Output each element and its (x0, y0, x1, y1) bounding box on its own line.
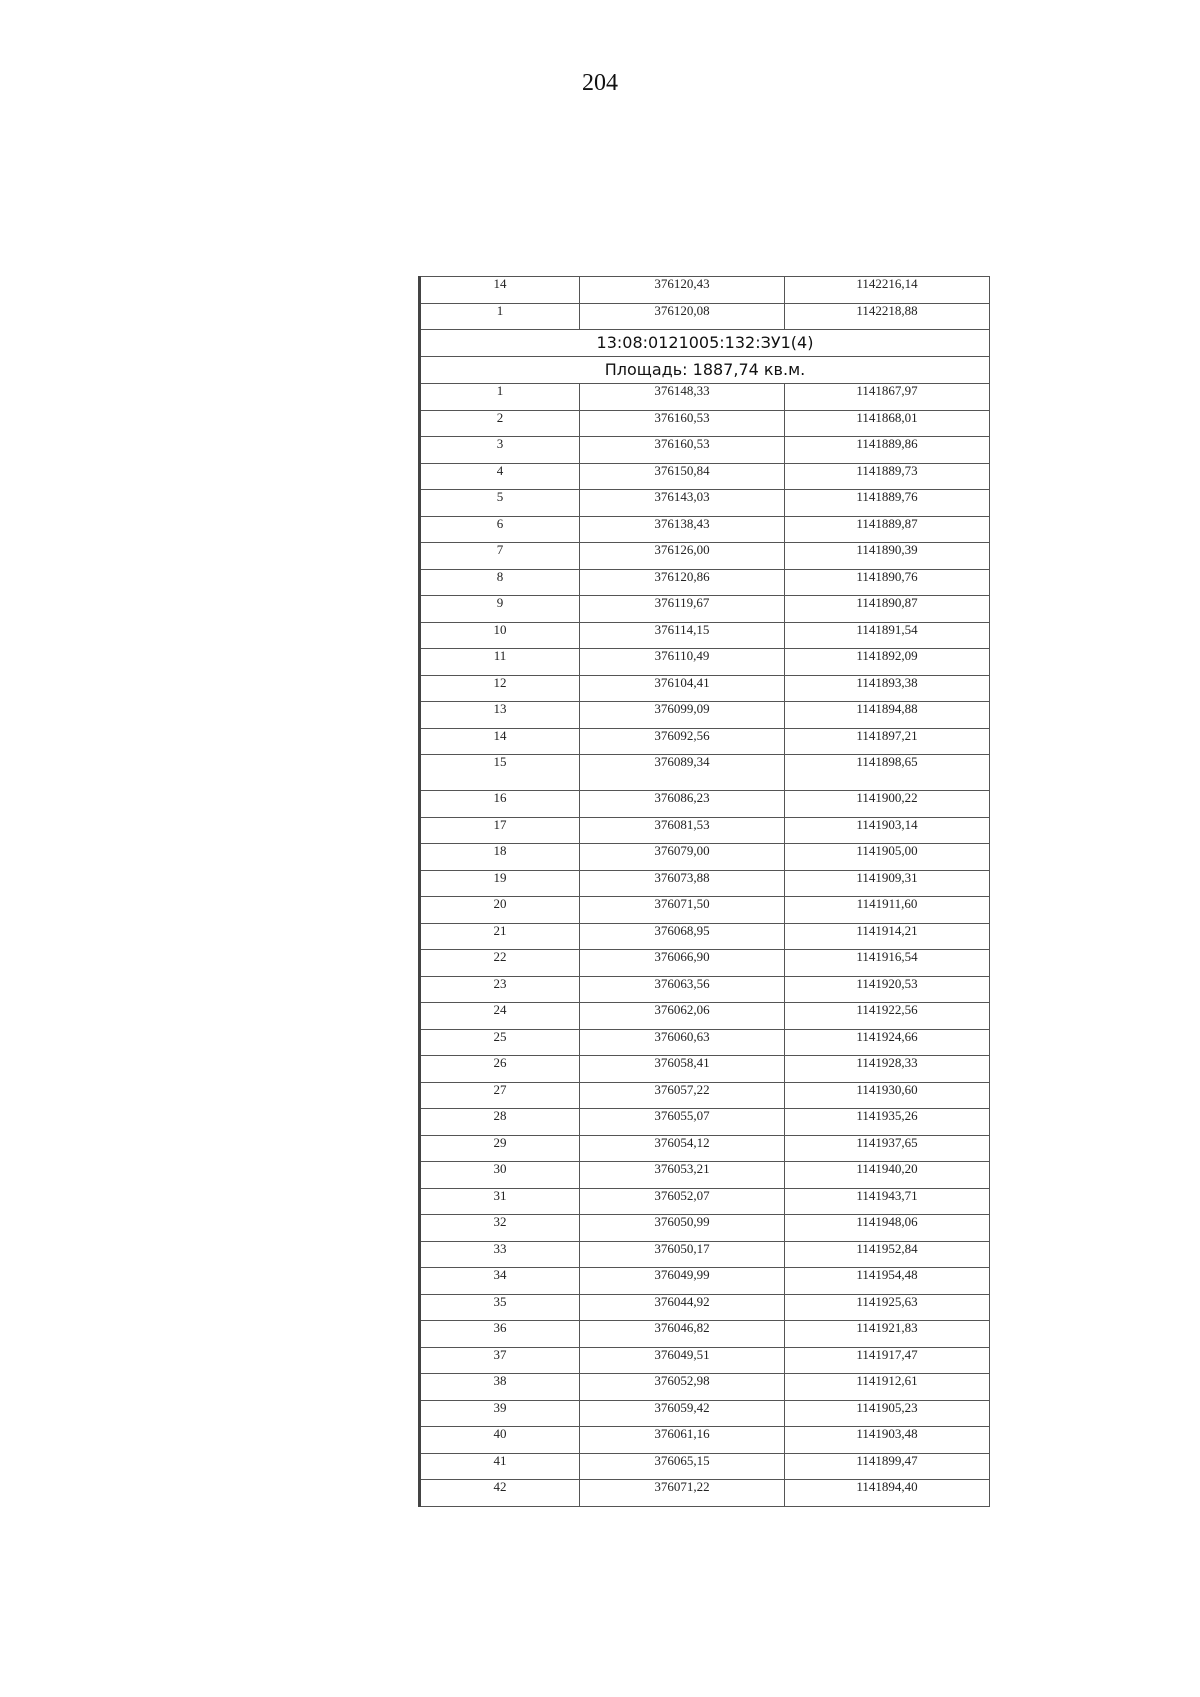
y-coordinate: 1141905,23 (785, 1400, 990, 1427)
point-number: 35 (420, 1294, 580, 1321)
x-coordinate: 376148,33 (580, 384, 785, 411)
table-row (420, 1003, 990, 1030)
y-coordinate: 1141898,65 (785, 755, 990, 791)
parcel-id: 13:08:0121005:132:ЗУ1(4) (420, 330, 990, 357)
table-row (420, 569, 990, 596)
x-coordinate: 376160,53 (580, 437, 785, 464)
x-coordinate: 376081,53 (580, 817, 785, 844)
y-coordinate: 1141894,88 (785, 702, 990, 729)
y-coordinate: 1141890,39 (785, 543, 990, 570)
table-row (420, 1427, 990, 1454)
point-number: 18 (420, 844, 580, 871)
point-number: 3 (420, 437, 580, 464)
x-coordinate: 376138,43 (580, 516, 785, 543)
point-number: 1 (420, 303, 580, 330)
point-number: 37 (420, 1347, 580, 1374)
y-coordinate: 1141917,47 (785, 1347, 990, 1374)
x-coordinate: 376052,98 (580, 1374, 785, 1401)
x-coordinate: 376089,34 (580, 755, 785, 791)
point-number: 25 (420, 1029, 580, 1056)
point-number: 6 (420, 516, 580, 543)
table-row (420, 1109, 990, 1136)
y-coordinate: 1141922,56 (785, 1003, 990, 1030)
x-coordinate: 376126,00 (580, 543, 785, 570)
y-coordinate: 1141930,60 (785, 1082, 990, 1109)
table-row (420, 463, 990, 490)
table-row (420, 303, 990, 330)
point-number: 4 (420, 463, 580, 490)
table-row (420, 1347, 990, 1374)
table-row (420, 596, 990, 623)
table-row (420, 1400, 990, 1427)
page-number: 204 (582, 70, 618, 96)
y-coordinate: 1141889,86 (785, 437, 990, 464)
point-number: 21 (420, 923, 580, 950)
table-row (420, 870, 990, 897)
point-number: 16 (420, 791, 580, 818)
coordinates-table (418, 276, 990, 1507)
y-coordinate: 1141940,20 (785, 1162, 990, 1189)
table-row (420, 844, 990, 871)
table-row (420, 675, 990, 702)
table-row (420, 1294, 990, 1321)
table-row (420, 1188, 990, 1215)
x-coordinate: 376086,23 (580, 791, 785, 818)
y-coordinate: 1141928,33 (785, 1056, 990, 1083)
point-number: 39 (420, 1400, 580, 1427)
x-coordinate: 376071,50 (580, 897, 785, 924)
table-row (420, 516, 990, 543)
table-row (420, 649, 990, 676)
point-number: 13 (420, 702, 580, 729)
point-number: 14 (420, 277, 580, 304)
table-row (420, 976, 990, 1003)
x-coordinate: 376104,41 (580, 675, 785, 702)
y-coordinate: 1141909,31 (785, 870, 990, 897)
y-coordinate: 1141899,47 (785, 1453, 990, 1480)
x-coordinate: 376062,06 (580, 1003, 785, 1030)
y-coordinate: 1141894,40 (785, 1480, 990, 1507)
x-coordinate: 376073,88 (580, 870, 785, 897)
table-row (420, 1215, 990, 1242)
y-coordinate: 1141867,97 (785, 384, 990, 411)
y-coordinate: 1142216,14 (785, 277, 990, 304)
x-coordinate: 376143,03 (580, 490, 785, 517)
y-coordinate: 1141911,60 (785, 897, 990, 924)
point-number: 5 (420, 490, 580, 517)
x-coordinate: 376120,86 (580, 569, 785, 596)
point-number: 34 (420, 1268, 580, 1295)
point-number: 10 (420, 622, 580, 649)
y-coordinate: 1141893,38 (785, 675, 990, 702)
x-coordinate: 376046,82 (580, 1321, 785, 1348)
table-row (420, 543, 990, 570)
point-number: 9 (420, 596, 580, 623)
x-coordinate: 376110,49 (580, 649, 785, 676)
table-row (420, 728, 990, 755)
table-row (420, 923, 990, 950)
y-coordinate: 1141890,76 (785, 569, 990, 596)
y-coordinate: 1141921,83 (785, 1321, 990, 1348)
x-coordinate: 376059,42 (580, 1400, 785, 1427)
x-coordinate: 376049,99 (580, 1268, 785, 1295)
y-coordinate: 1141914,21 (785, 923, 990, 950)
table-row (420, 1374, 990, 1401)
y-coordinate: 1142218,88 (785, 303, 990, 330)
point-number: 1 (420, 384, 580, 411)
y-coordinate: 1141924,66 (785, 1029, 990, 1056)
point-number: 8 (420, 569, 580, 596)
x-coordinate: 376120,08 (580, 303, 785, 330)
table-row (420, 410, 990, 437)
point-number: 20 (420, 897, 580, 924)
y-coordinate: 1141937,65 (785, 1135, 990, 1162)
y-coordinate: 1141954,48 (785, 1268, 990, 1295)
x-coordinate: 376054,12 (580, 1135, 785, 1162)
point-number: 32 (420, 1215, 580, 1242)
table-row (420, 1135, 990, 1162)
y-coordinate: 1141903,14 (785, 817, 990, 844)
y-coordinate: 1141948,06 (785, 1215, 990, 1242)
point-number: 15 (420, 755, 580, 791)
point-number: 23 (420, 976, 580, 1003)
y-coordinate: 1141903,48 (785, 1427, 990, 1454)
y-coordinate: 1141920,53 (785, 976, 990, 1003)
x-coordinate: 376053,21 (580, 1162, 785, 1189)
x-coordinate: 376049,51 (580, 1347, 785, 1374)
table-row (420, 277, 990, 304)
table-row (420, 1082, 990, 1109)
point-number: 28 (420, 1109, 580, 1136)
point-number: 33 (420, 1241, 580, 1268)
point-number: 2 (420, 410, 580, 437)
point-number: 31 (420, 1188, 580, 1215)
point-number: 30 (420, 1162, 580, 1189)
table-row (420, 897, 990, 924)
point-number: 42 (420, 1480, 580, 1507)
x-coordinate: 376063,56 (580, 976, 785, 1003)
y-coordinate: 1141892,09 (785, 649, 990, 676)
x-coordinate: 376058,41 (580, 1056, 785, 1083)
point-number: 26 (420, 1056, 580, 1083)
y-coordinate: 1141935,26 (785, 1109, 990, 1136)
table-row (420, 1453, 990, 1480)
point-number: 7 (420, 543, 580, 570)
x-coordinate: 376099,09 (580, 702, 785, 729)
x-coordinate: 376061,16 (580, 1427, 785, 1454)
x-coordinate: 376065,15 (580, 1453, 785, 1480)
point-number: 27 (420, 1082, 580, 1109)
table-row (420, 817, 990, 844)
point-number: 22 (420, 950, 580, 977)
table-row (420, 1268, 990, 1295)
x-coordinate: 376057,22 (580, 1082, 785, 1109)
y-coordinate: 1141912,61 (785, 1374, 990, 1401)
x-coordinate: 376114,15 (580, 622, 785, 649)
table-row (420, 702, 990, 729)
y-coordinate: 1141889,76 (785, 490, 990, 517)
x-coordinate: 376066,90 (580, 950, 785, 977)
point-number: 38 (420, 1374, 580, 1401)
point-number: 19 (420, 870, 580, 897)
point-number: 24 (420, 1003, 580, 1030)
table-row (420, 950, 990, 977)
x-coordinate: 376052,07 (580, 1188, 785, 1215)
x-coordinate: 376060,63 (580, 1029, 785, 1056)
x-coordinate: 376055,07 (580, 1109, 785, 1136)
y-coordinate: 1141890,87 (785, 596, 990, 623)
y-coordinate: 1141900,22 (785, 791, 990, 818)
point-number: 17 (420, 817, 580, 844)
parcel-id-row (420, 330, 990, 357)
point-number: 11 (420, 649, 580, 676)
table-row (420, 755, 990, 791)
point-number: 40 (420, 1427, 580, 1454)
point-number: 29 (420, 1135, 580, 1162)
y-coordinate: 1141889,73 (785, 463, 990, 490)
table-row (420, 791, 990, 818)
x-coordinate: 376160,53 (580, 410, 785, 437)
x-coordinate: 376050,17 (580, 1241, 785, 1268)
y-coordinate: 1141897,21 (785, 728, 990, 755)
y-coordinate: 1141952,84 (785, 1241, 990, 1268)
x-coordinate: 376079,00 (580, 844, 785, 871)
y-coordinate: 1141916,54 (785, 950, 990, 977)
table-row (420, 1162, 990, 1189)
point-number: 41 (420, 1453, 580, 1480)
x-coordinate: 376050,99 (580, 1215, 785, 1242)
x-coordinate: 376071,22 (580, 1480, 785, 1507)
table-row (420, 1241, 990, 1268)
y-coordinate: 1141868,01 (785, 410, 990, 437)
y-coordinate: 1141891,54 (785, 622, 990, 649)
parcel-area: Площадь: 1887,74 кв.м. (420, 357, 990, 384)
y-coordinate: 1141943,71 (785, 1188, 990, 1215)
table-row (420, 1321, 990, 1348)
x-coordinate: 376150,84 (580, 463, 785, 490)
point-number: 36 (420, 1321, 580, 1348)
table-row (420, 437, 990, 464)
x-coordinate: 376092,56 (580, 728, 785, 755)
table-row (420, 622, 990, 649)
table-row (420, 384, 990, 411)
table-row (420, 1480, 990, 1507)
table-row (420, 1056, 990, 1083)
point-number: 12 (420, 675, 580, 702)
y-coordinate: 1141905,00 (785, 844, 990, 871)
x-coordinate: 376119,67 (580, 596, 785, 623)
table-row (420, 1029, 990, 1056)
y-coordinate: 1141925,63 (785, 1294, 990, 1321)
table-row (420, 490, 990, 517)
y-coordinate: 1141889,87 (785, 516, 990, 543)
point-number: 14 (420, 728, 580, 755)
x-coordinate: 376120,43 (580, 277, 785, 304)
x-coordinate: 376044,92 (580, 1294, 785, 1321)
parcel-area-row (420, 357, 990, 384)
x-coordinate: 376068,95 (580, 923, 785, 950)
